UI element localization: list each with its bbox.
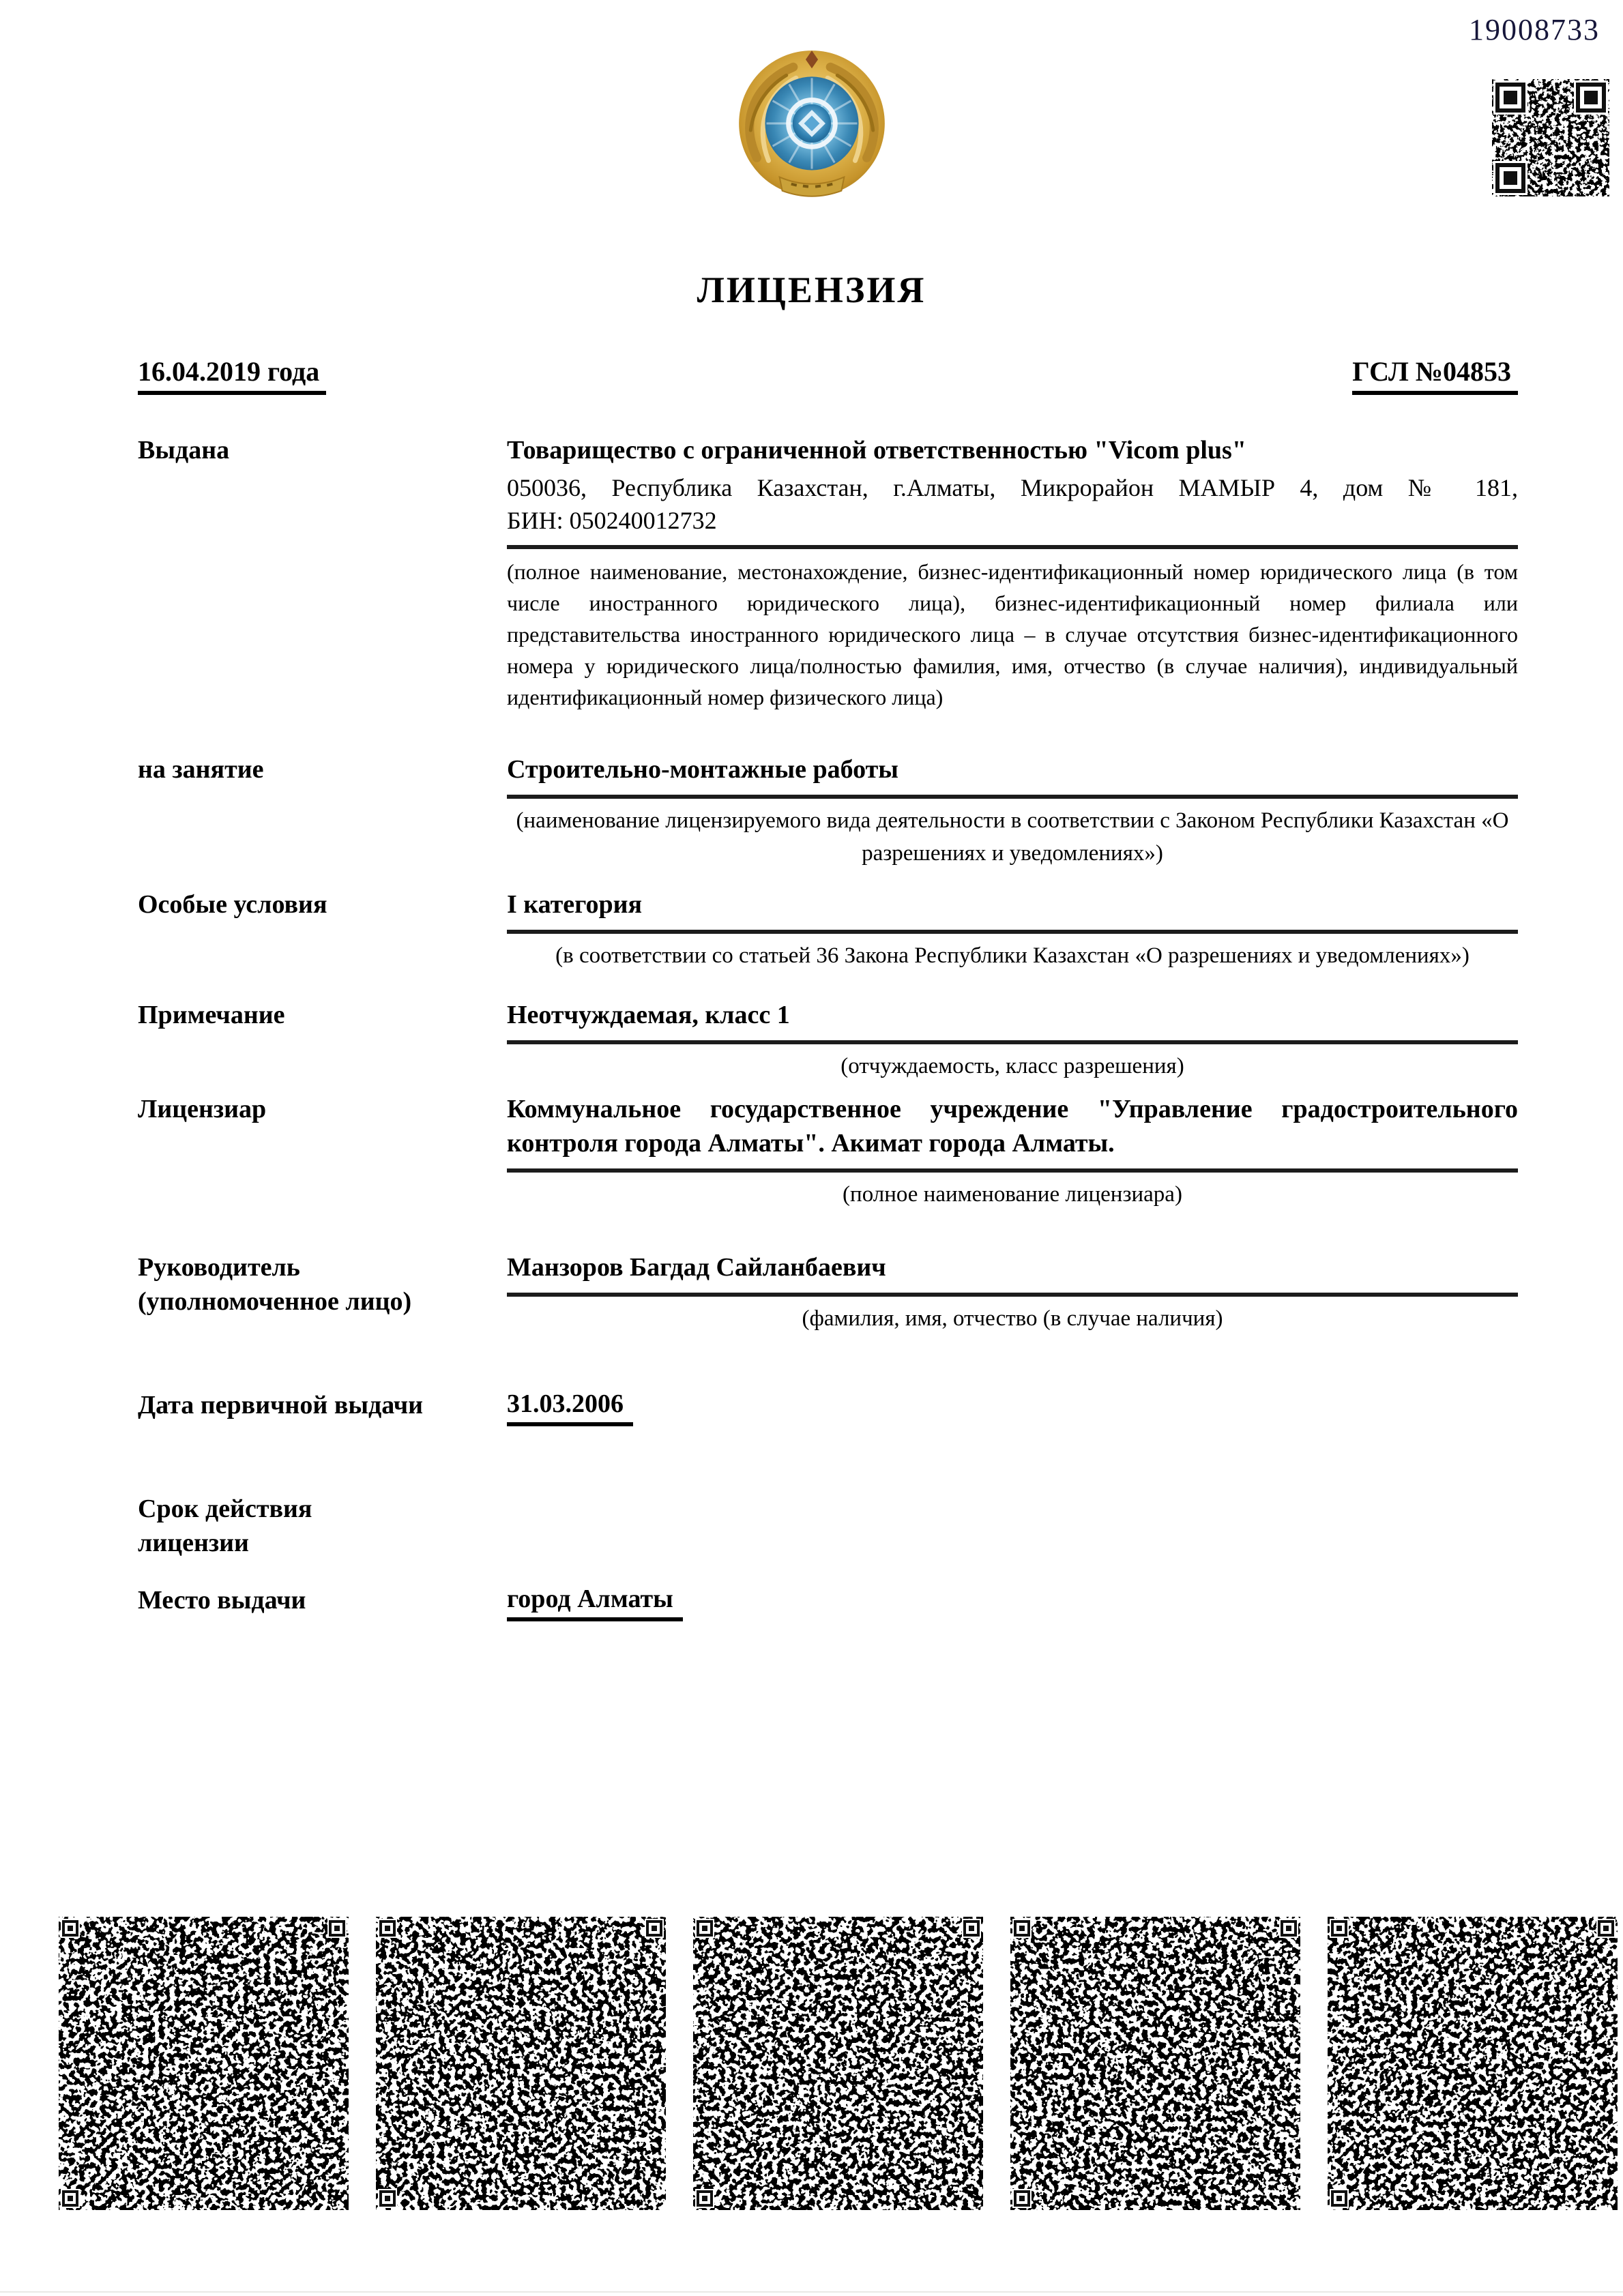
signature-stamp-row bbox=[59, 1917, 1618, 2210]
field-label: Дата первичной выдачи bbox=[138, 1391, 424, 1419]
divider-rule bbox=[507, 1040, 1518, 1044]
licensor-value: Коммунальное государственное учреждение "Управление градостроительного контроля города Алматы". Акимат города Алматы. bbox=[507, 1095, 1518, 1158]
field-label: Лицензиар bbox=[138, 1095, 267, 1123]
field-caption: (полное наименование, местонахождение, бизнес-идентификационный номер юридического лица (в том числе иностранного юридического лица), бизнес-идентификационный номер филиала или представительства иностранного юридического лица – в случае отсутствия бизнес-идентификационного номера у юридического лица/полностью фамилия, имя, отчество (в случае наличия), индивидуальный идентификационный номер физического лица) bbox=[507, 559, 1518, 709]
field-label: Особые условия bbox=[138, 890, 327, 919]
field-note bbox=[138, 998, 1518, 1083]
field-special-conditions bbox=[138, 887, 1518, 972]
head-name: Манзоров Багдад Сайланбаевич bbox=[507, 1253, 886, 1282]
qr-code-icon bbox=[1492, 79, 1609, 196]
divider-rule bbox=[507, 930, 1518, 934]
field-caption: (наименование лицензируемого вида деятельности в соответствии с Законом Республики Казахстан «О разрешениях и уведомлениях») bbox=[516, 808, 1509, 866]
field-head bbox=[138, 1250, 1518, 1335]
qr-finder-bottom-left bbox=[1493, 161, 1527, 195]
qr-finder-top-left bbox=[1493, 80, 1527, 115]
field-label-line1: Срок действия bbox=[138, 1495, 312, 1523]
field-label: Место выдачи bbox=[138, 1586, 306, 1615]
field-label-line1: Руководитель bbox=[138, 1253, 300, 1282]
field-place bbox=[138, 1583, 1518, 1621]
issue-date: 16.04.2019 года bbox=[138, 355, 326, 395]
field-caption: (отчуждаемость, класс разрешения) bbox=[840, 1054, 1184, 1078]
special-conditions-value: I категория bbox=[507, 890, 643, 919]
field-label: Примечание bbox=[138, 1001, 285, 1029]
meta-row bbox=[138, 355, 1518, 395]
divider-rule bbox=[507, 1293, 1518, 1297]
stamp-noise-block-1 bbox=[59, 1917, 349, 2210]
field-issued-to bbox=[138, 433, 1518, 713]
field-caption: (полное наименование лицензиара) bbox=[843, 1182, 1182, 1207]
stamp-noise-block-4 bbox=[1010, 1917, 1300, 2210]
stamp-noise-block-2 bbox=[376, 1917, 666, 2210]
address-line: 050036, Республика Казахстан, г.Алматы, Микрорайон МАМЫР 4, дом № 181, bbox=[507, 474, 1518, 501]
field-caption: (в соответствии со статьей 36 Закона Республики Казахстан «О разрешениях и уведомлениях») bbox=[555, 943, 1470, 968]
field-label bbox=[138, 1250, 507, 1319]
issue-place: город Алматы bbox=[507, 1583, 683, 1621]
field-label: на занятие bbox=[138, 755, 264, 784]
field-validity bbox=[138, 1492, 1518, 1560]
field-label: Выдана bbox=[138, 436, 230, 465]
divider-rule bbox=[507, 1168, 1518, 1173]
stamp-noise-block-3 bbox=[693, 1917, 983, 2210]
field-licensor bbox=[138, 1092, 1518, 1211]
bin-line: БИН: 050240012732 bbox=[507, 507, 717, 534]
field-occupation bbox=[138, 752, 1518, 870]
licensee-name: Товарищество с ограниченной ответственностью "Vicom plus" bbox=[507, 436, 1246, 465]
kazakhstan-emblem-icon bbox=[726, 42, 898, 214]
license-number: ГСЛ №04853 bbox=[1352, 355, 1518, 395]
document-body bbox=[0, 355, 1623, 1621]
page-title: ЛИЦЕНЗИЯ bbox=[697, 269, 926, 310]
occupation-value: Строительно-монтажные работы bbox=[507, 755, 898, 784]
document-serial-number: 19008733 bbox=[1469, 13, 1600, 46]
note-value: Неотчуждаемая, класс 1 bbox=[507, 1001, 790, 1029]
field-label bbox=[138, 1492, 507, 1560]
qr-finder-top-right bbox=[1574, 80, 1608, 115]
document-header bbox=[0, 0, 1623, 269]
divider-rule bbox=[507, 795, 1518, 799]
field-label-line2: лицензии bbox=[138, 1529, 249, 1557]
licensee-address bbox=[507, 471, 1518, 537]
field-first-issue bbox=[138, 1388, 1518, 1426]
divider-rule bbox=[507, 545, 1518, 549]
scan-edge-artifact bbox=[0, 2291, 1623, 2293]
stamp-noise-block-5 bbox=[1328, 1917, 1618, 2210]
field-caption: (фамилия, имя, отчество (в случае наличия) bbox=[802, 1306, 1223, 1331]
first-issue-date: 31.03.2006 bbox=[507, 1388, 633, 1426]
field-label-line2: (уполномоченное лицо) bbox=[138, 1287, 412, 1316]
